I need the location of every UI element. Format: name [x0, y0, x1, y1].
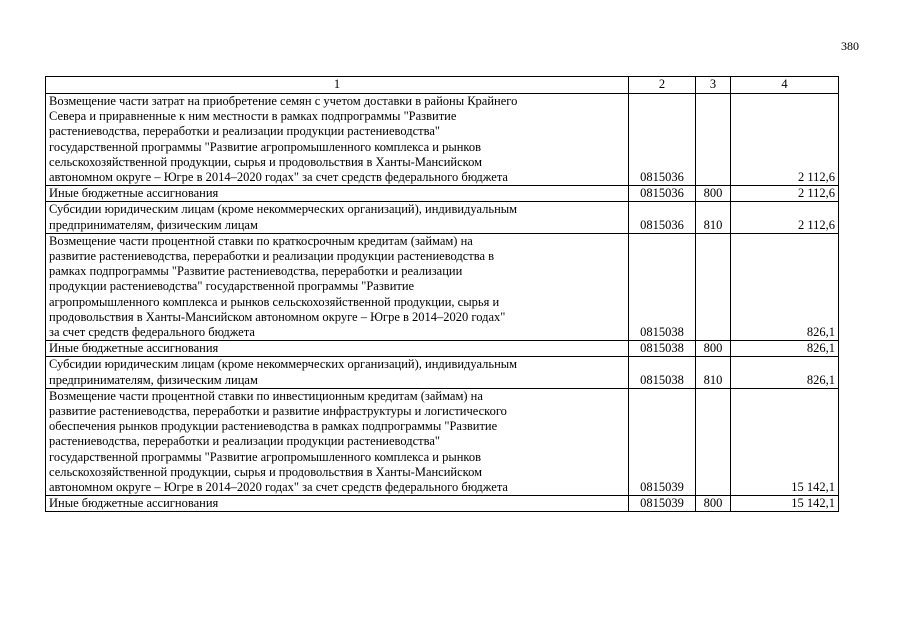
row-expense-kind: 800	[696, 341, 731, 357]
row-expense-kind: 810	[696, 202, 731, 233]
row-target-code: 0815038	[629, 341, 696, 357]
budget-table	[45, 76, 839, 512]
column-header-1: 1	[46, 77, 629, 94]
table-row	[46, 94, 839, 186]
table-row	[46, 202, 839, 233]
row-sum: 826,1	[731, 341, 839, 357]
row-target-code: 0815036	[629, 186, 696, 202]
row-name: Иные бюджетные ассигнования	[46, 496, 629, 512]
row-sum: 826,1	[731, 233, 839, 340]
column-header-3: 3	[696, 77, 731, 94]
row-name: Иные бюджетные ассигнования	[46, 341, 629, 357]
table-row	[46, 186, 839, 202]
row-sum: 826,1	[731, 357, 839, 388]
table-row	[46, 496, 839, 512]
column-header-2: 2	[629, 77, 696, 94]
row-name: Иные бюджетные ассигнования	[46, 186, 629, 202]
row-expense-kind: 800	[696, 496, 731, 512]
row-sum: 15 142,1	[731, 388, 839, 495]
row-target-code: 0815039	[629, 388, 696, 495]
row-expense-kind: 810	[696, 357, 731, 388]
row-target-code: 0815038	[629, 357, 696, 388]
row-target-code: 0815036	[629, 202, 696, 233]
table-row	[46, 388, 839, 495]
row-name: Возмещение части процентной ставки по инвестиционным кредитам (займам) на развитие растениеводства, переработки и развитие инфраструктуры и логистического обеспечения рынков продукции растениеводства в рамках подпрограммы "Развитие растениеводства, переработки и реализации продукции растениеводства" государственной программы "Развитие агропромышленного комплекса и рынков сельскохозяйственной продукции, сырья и продовольствия в Ханты-Мансийском автономном округе – Югре в 2014–2020 годах" за счет средств федерального бюджета	[46, 388, 629, 495]
row-name: Возмещение части затрат на приобретение семян с учетом доставки в районы Крайнего Севера и приравненные к ним местности в рамках подпрограммы "Развитие растениеводства, переработки и реализации продукции растениеводства" государственной программы "Развитие агропромышленного комплекса и рынков сельскохозяйственной продукции, сырья и продовольствия в Ханты-Мансийском автономном округе – Югре в 2014–2020 годах" за счет средств федерального бюджета	[46, 94, 629, 186]
row-target-code: 0815036	[629, 94, 696, 186]
table-row	[46, 357, 839, 388]
row-target-code: 0815039	[629, 496, 696, 512]
row-sum: 15 142,1	[731, 496, 839, 512]
row-expense-kind	[696, 388, 731, 495]
row-sum: 2 112,6	[731, 94, 839, 186]
column-header-4: 4	[731, 77, 839, 94]
row-name: Субсидии юридическим лицам (кроме некоммерческих организаций), индивидуальным предпринимателям, физическим лицам	[46, 202, 629, 233]
table-row	[46, 233, 839, 340]
row-sum: 2 112,6	[731, 186, 839, 202]
table-row	[46, 341, 839, 357]
page-number: 380	[841, 39, 859, 53]
row-name: Субсидии юридическим лицам (кроме некоммерческих организаций), индивидуальным предпринимателям, физическим лицам	[46, 357, 629, 388]
table-header-row	[46, 77, 839, 94]
row-name: Возмещение части процентной ставки по краткосрочным кредитам (займам) на развитие растениеводства, переработки и реализации продукции растениеводства в рамках подпрограммы "Развитие растениеводства, переработки и реализации продукции растениеводства" государственной программы "Развитие агропромышленного комплекса и рынков сельскохозяйственной продукции, сырья и продовольствия в Ханты-Мансийском автономном округе – Югре в 2014–2020 годах" за счет средств федерального бюджета	[46, 233, 629, 340]
row-target-code: 0815038	[629, 233, 696, 340]
row-sum: 2 112,6	[731, 202, 839, 233]
row-expense-kind	[696, 94, 731, 186]
row-expense-kind	[696, 233, 731, 340]
row-expense-kind: 800	[696, 186, 731, 202]
